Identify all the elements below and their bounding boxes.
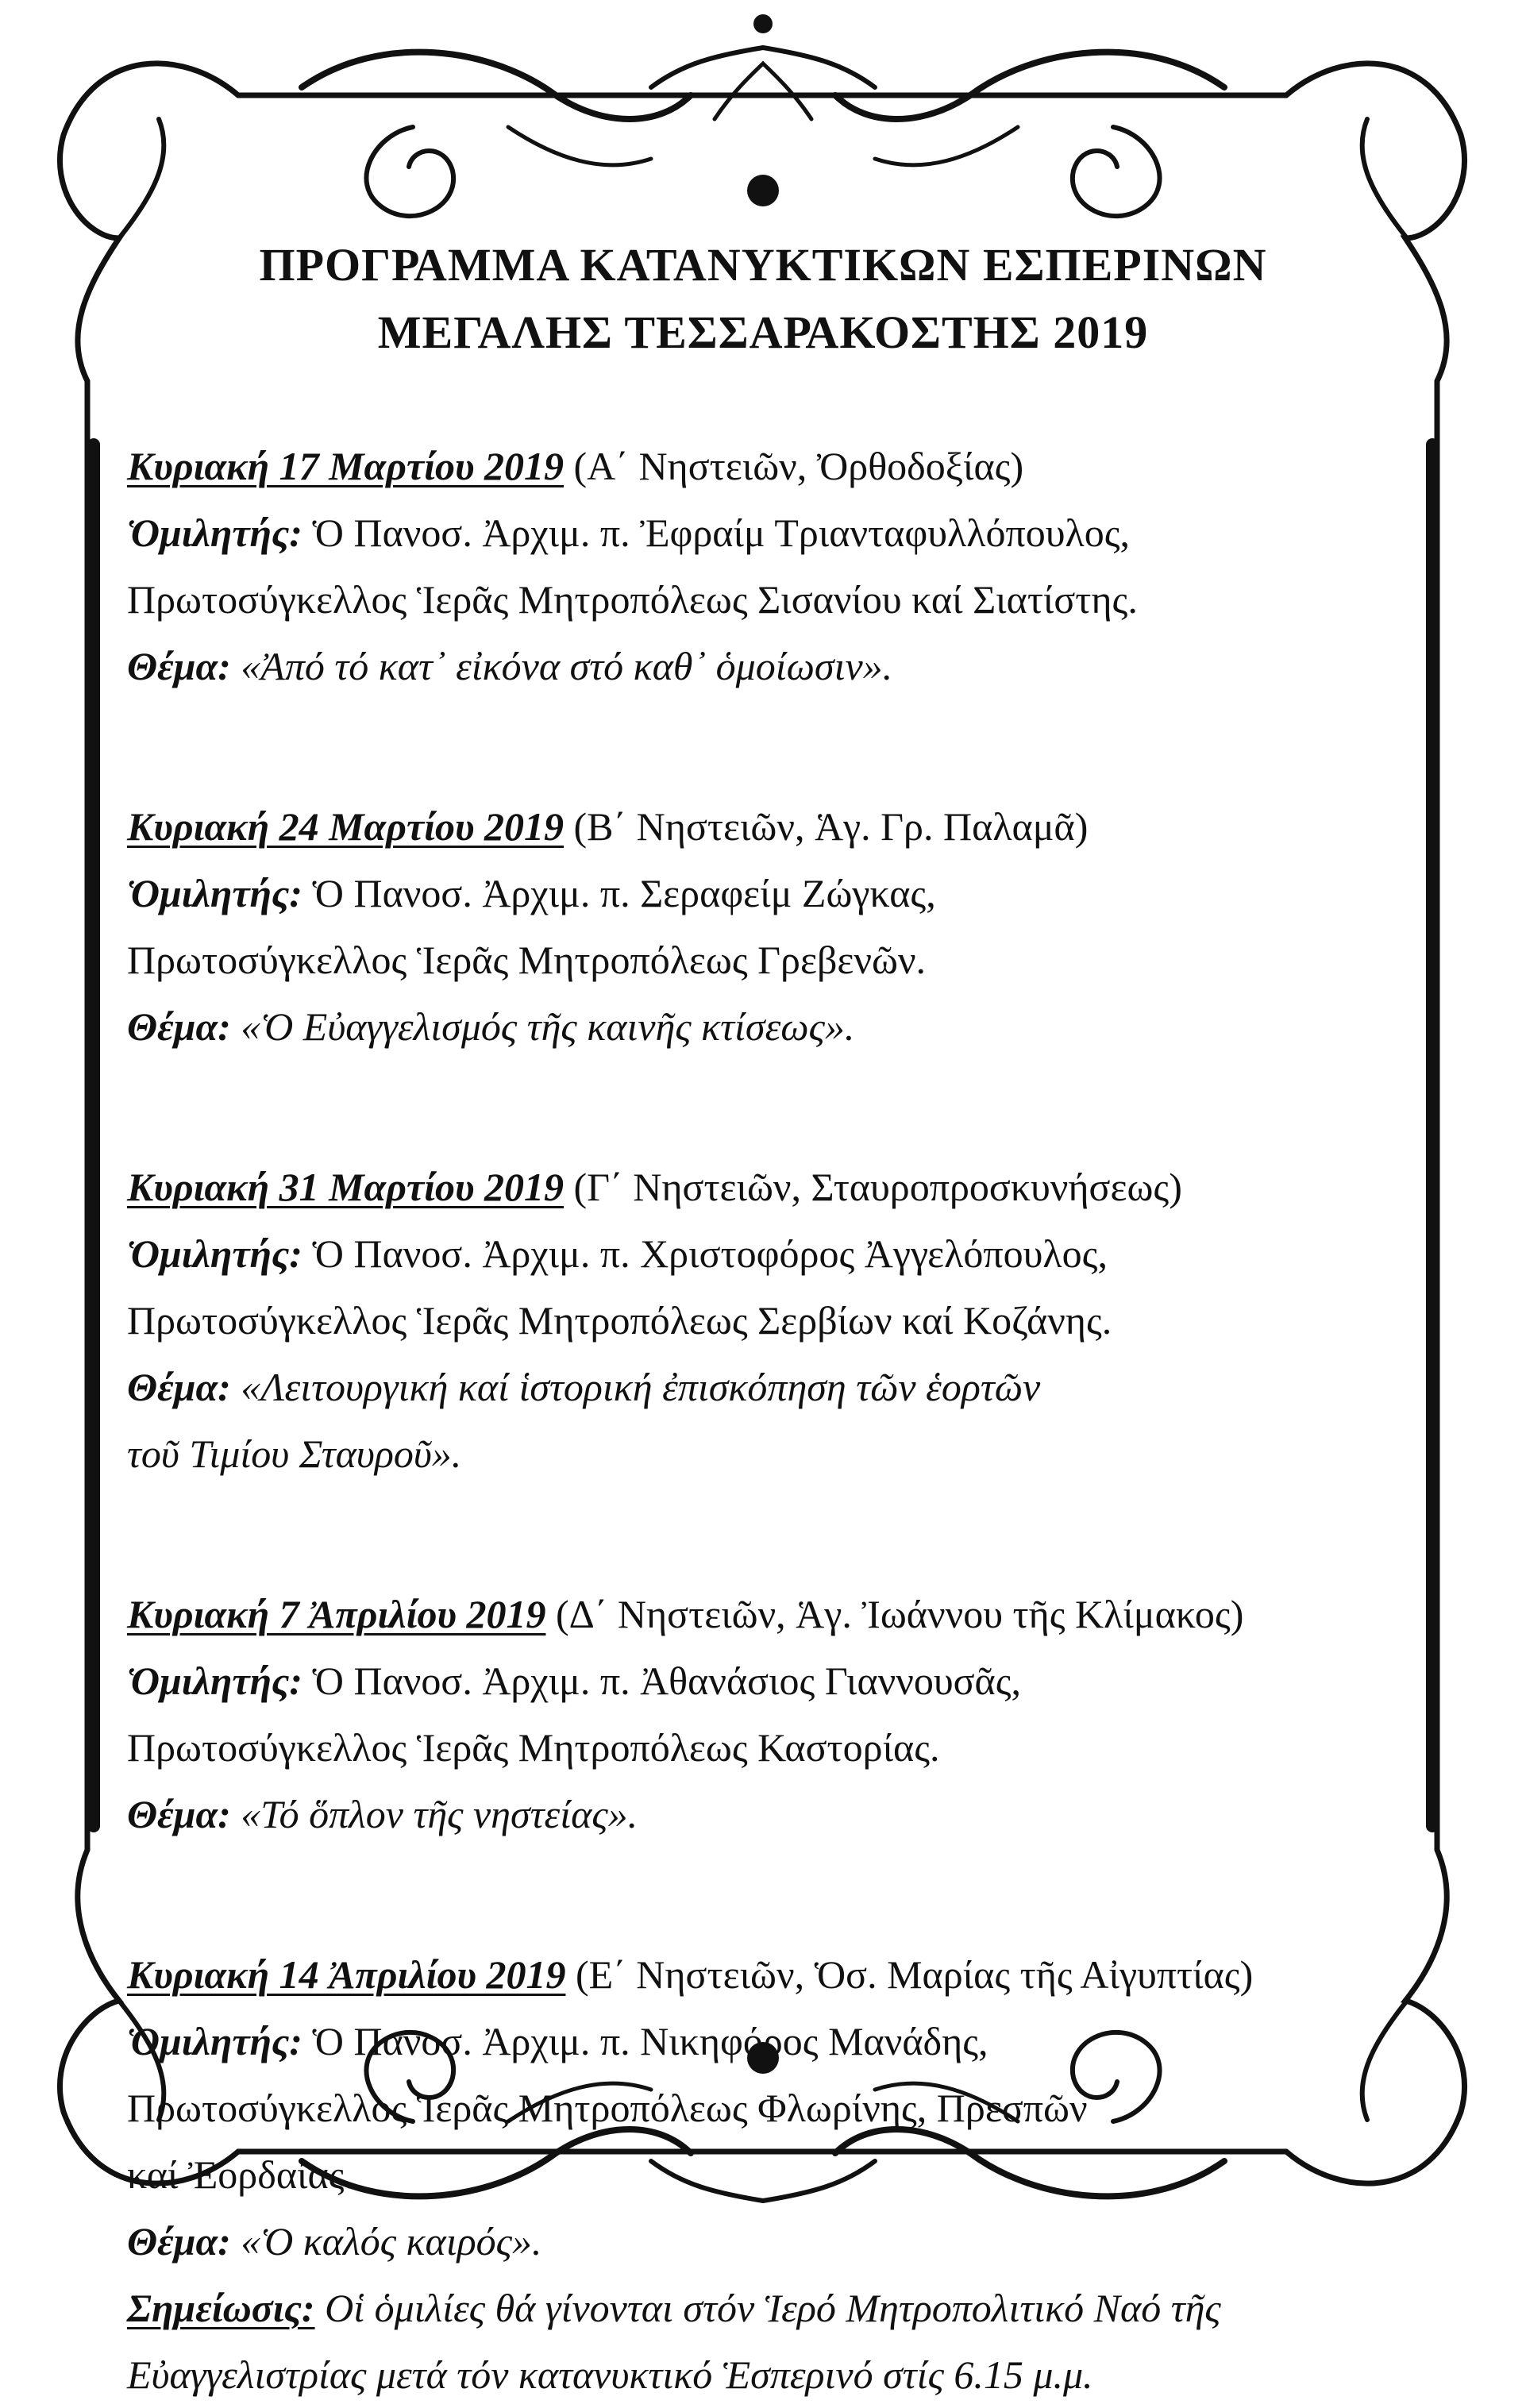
entry-topic: «Ἀπό τό κατ᾽ εἰκόνα στό καθ᾽ ὁμοίωσιν».: [241, 644, 893, 688]
note-text-line-2: Εὐαγγελιστρίας μετά τόν κατανυκτικό Ἑσπερινό στίς 6.15 μ.μ.: [127, 2352, 1093, 2397]
entry-week: (Ε΄ Νηστειῶν, Ὁσ. Μαρίας τῆς Αἰγυπτίας): [575, 1952, 1254, 1997]
topic-label: Θέμα:: [127, 1365, 231, 1409]
entry-date: Κυριακή 7 Ἀπριλίου 2019: [127, 1592, 546, 1636]
speaker-label: Ὁμιλητής:: [127, 2019, 303, 2063]
entry-role: Πρωτοσύγκελλος Ἱερᾶς Μητροπόλεως Σισανίου καί Σιατίστης.: [127, 577, 1138, 622]
schedule-entry: [127, 793, 1413, 1060]
document-title-line-1: ΠΡΟΓΡΑΜΜΑ ΚΑΤΑΝΥΚΤΙΚΩΝ ΕΣΠΕΡΙΝΩΝ: [259, 239, 1267, 291]
entry-date: Κυριακή 31 Μαρτίου 2019: [127, 1165, 565, 1209]
entry-speaker: Ὁ Πανοσ. Ἀρχιμ. π. Νικηφόρος Μανάδης,: [312, 2019, 988, 2063]
entry-topic: «Τό ὅπλον τῆς νηστείας».: [241, 1792, 638, 1836]
schedule-note: [127, 2275, 1413, 2408]
entry-week: (Α΄ Νηστειῶν, Ὀρθοδοξίας): [573, 444, 1024, 488]
entry-topic: «Λειτουργική καί ἱστορική ἐπισκόπηση τῶν ἑορτῶν: [241, 1365, 1041, 1409]
entry-speaker: Ὁ Πανοσ. Ἀρχιμ. π. Χριστοφόρος Ἀγγελόπουλος,: [312, 1231, 1108, 1276]
entry-topic-continued: τοῦ Τιμίου Σταυροῦ».: [127, 1431, 462, 1476]
entry-week: (Δ΄ Νηστειῶν, Ἁγ. Ἰωάννου τῆς Κλίμακος): [555, 1592, 1244, 1636]
schedule-entry: [127, 1154, 1413, 1487]
entry-role: Πρωτοσύγκελλος Ἱερᾶς Μητροπόλεως Καστορίας.: [127, 1725, 940, 1770]
schedule-entry: [127, 1941, 1413, 2275]
schedule-entry: [127, 433, 1413, 699]
entry-date: Κυριακή 17 Μαρτίου 2019: [127, 444, 565, 488]
topic-label: Θέμα:: [127, 1004, 231, 1049]
entry-role-continued: καί Ἐορδαίας.: [127, 2152, 354, 2197]
entry-speaker: Ὁ Πανοσ. Ἀρχιμ. π. Σεραφείμ Ζώγκας,: [312, 871, 936, 915]
schedule-content: [127, 433, 1413, 2408]
entry-role: Πρωτοσύγκελλος Ἱερᾶς Μητροπόλεως Φλωρίνης, Πρεσπῶν: [127, 2086, 1088, 2130]
entry-date: Κυριακή 14 Ἀπριλίου 2019: [127, 1952, 566, 1997]
speaker-label: Ὁμιλητής:: [127, 510, 303, 555]
note-text-line-1: Οἱ ὁμιλίες θά γίνονται στόν Ἱερό Μητροπολιτικό Ναό τῆς: [325, 2286, 1221, 2330]
schedule-entry: [127, 1581, 1413, 1847]
note-label: Σημείωσις:: [127, 2286, 315, 2330]
entry-week: (Β΄ Νηστειῶν, Ἁγ. Γρ. Παλαμᾶ): [573, 804, 1089, 849]
entry-speaker: Ὁ Πανοσ. Ἀρχιμ. π. Ἀθανάσιος Γιαννουσᾶς,: [312, 1659, 1022, 1703]
entry-role: Πρωτοσύγκελλος Ἱερᾶς Μητροπόλεως Γρεβενῶν.: [127, 938, 927, 982]
entry-topic: «Ὁ Εὐαγγελισμός τῆς καινῆς κτίσεως».: [241, 1004, 855, 1049]
entry-date: Κυριακή 24 Μαρτίου 2019: [127, 804, 565, 849]
speaker-label: Ὁμιλητής:: [127, 1231, 303, 1276]
document-title-line-2: ΜΕΓΑΛΗΣ ΤΕΣΣΑΡΑΚΟΣΤΗΣ 2019: [377, 306, 1149, 358]
entry-role: Πρωτοσύγκελλος Ἱερᾶς Μητροπόλεως Σερβίων καί Κοζάνης.: [127, 1298, 1112, 1343]
entry-week: (Γ΄ Νηστειῶν, Σταυροπροσκυνήσεως): [573, 1165, 1182, 1209]
entry-speaker: Ὁ Πανοσ. Ἀρχιμ. π. Ἐφραίμ Τριανταφυλλόπουλος,: [312, 510, 1131, 555]
entry-topic: «Ὁ καλός καιρός».: [241, 2219, 542, 2264]
speaker-label: Ὁμιλητής:: [127, 871, 303, 915]
top-center-dot: [747, 175, 779, 206]
topic-label: Θέμα:: [127, 2219, 231, 2264]
speaker-label: Ὁμιλητής:: [127, 1659, 303, 1703]
topic-label: Θέμα:: [127, 644, 231, 688]
topic-label: Θέμα:: [127, 1792, 231, 1836]
top-dot: [753, 14, 773, 33]
